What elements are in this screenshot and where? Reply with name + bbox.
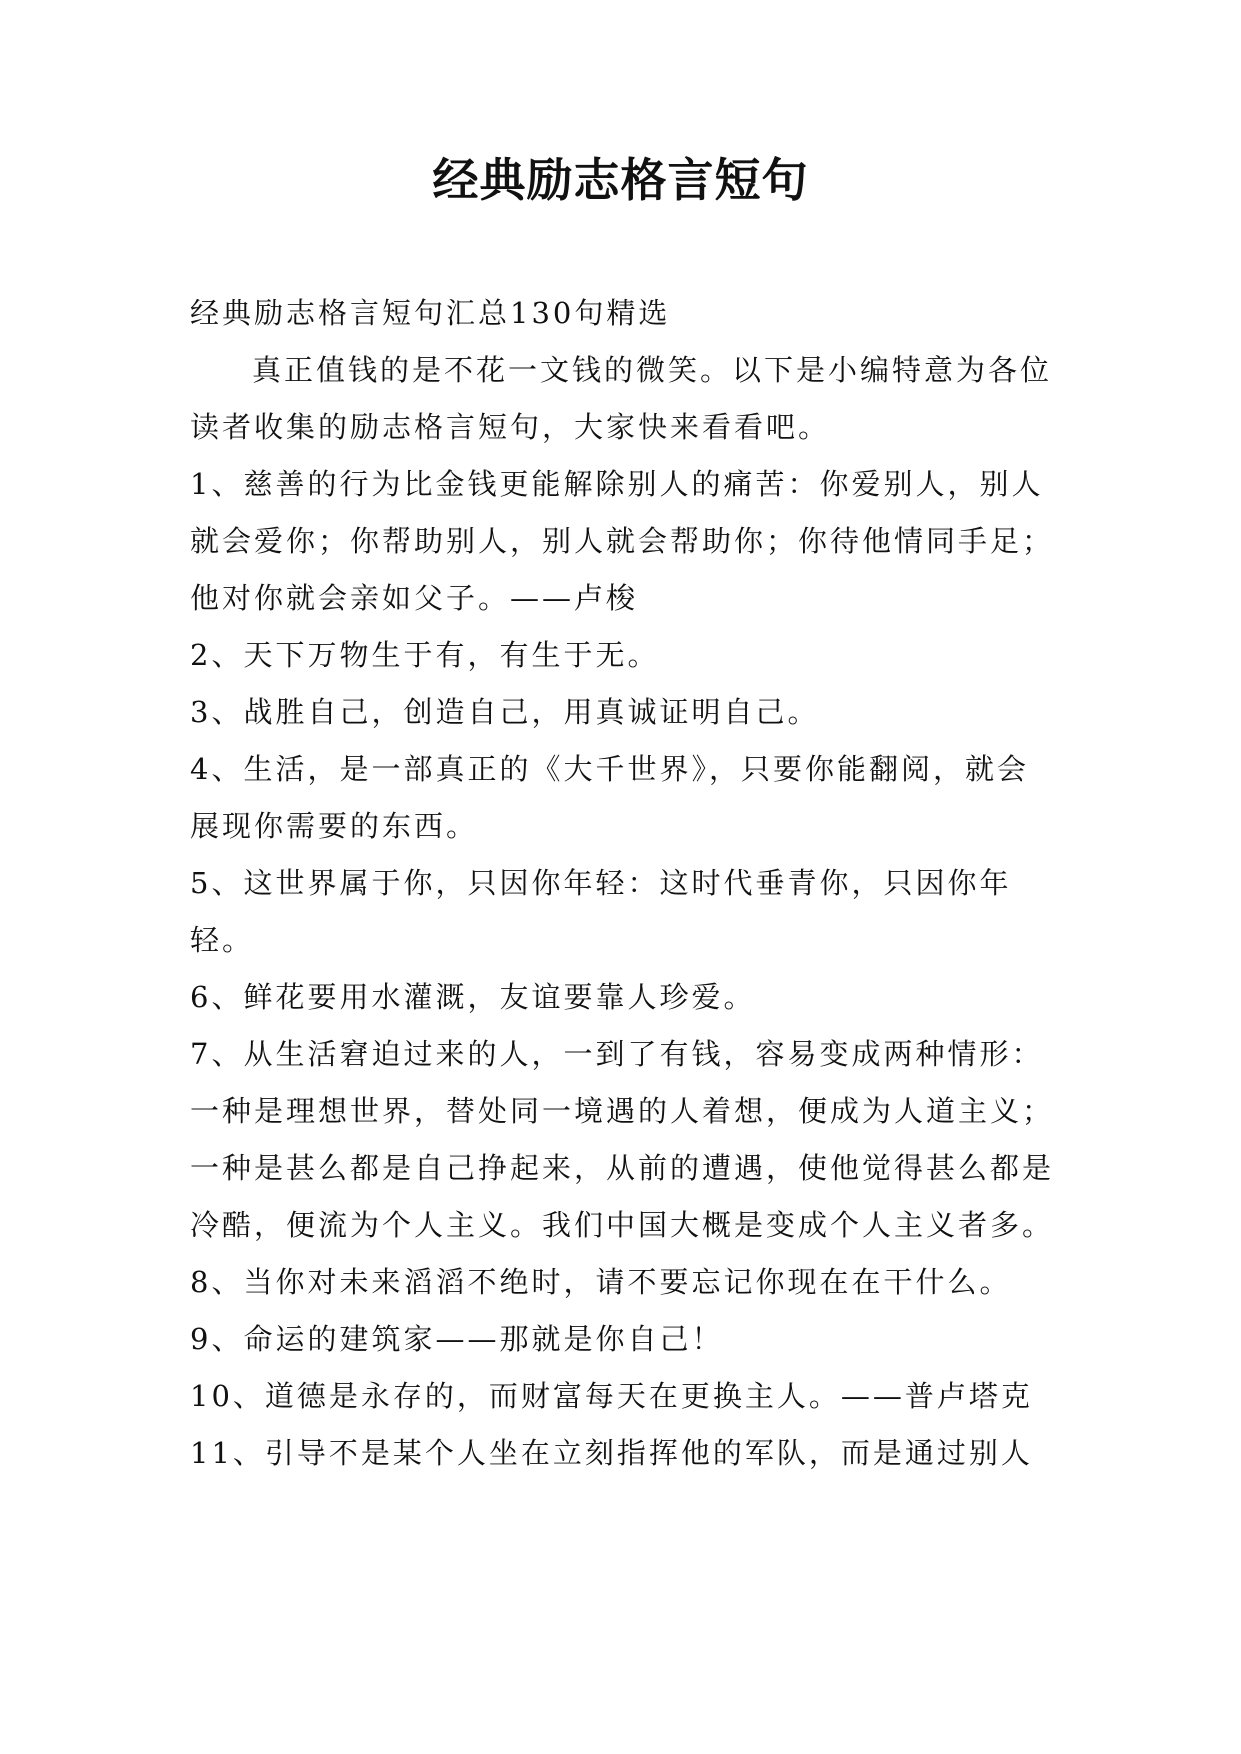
quote-item: 1、慈善的行为比金钱更能解除别人的痛苦：你爱别人，别人就会爱你；你帮助别人，别人就会帮助你；你待他情同手足；他对你就会亲如父子。——卢梭 <box>190 467 1055 615</box>
quote-item: 3、战胜自己，创造自己，用真诚证明自己。 <box>190 695 820 729</box>
document-body <box>190 285 1060 1482</box>
quote-item: 2、天下万物生于有，有生于无。 <box>190 638 660 672</box>
quote-item: 5、这世界属于你，只因你年轻：这时代垂青你，只因你年轻。 <box>190 866 1012 957</box>
quote-item: 4、生活，是一部真正的《大千世界》，只要你能翻阅，就会展现你需要的东西。 <box>190 752 1029 843</box>
document-title: 经典励志格言短句 <box>432 153 809 207</box>
document-subtitle: 经典励志格言短句汇总130句精选 <box>190 296 671 330</box>
quote-list <box>190 456 1060 1482</box>
quote-item: 6、鲜花要用水灌溉，友谊要靠人珍爱。 <box>190 980 756 1014</box>
quote-item: 10、道德是永存的，而财富每天在更换主人。——普卢塔克 <box>190 1379 1033 1413</box>
quote-item: 9、命运的建筑家——那就是你自己！ <box>190 1322 724 1356</box>
quote-item: 11、引导不是某个人坐在立刻指挥他的军队，而是通过别人 <box>190 1436 1033 1470</box>
intro-paragraph: 真正值钱的是不花一文钱的微笑。以下是小编特意为各位读者收集的励志格言短句，大家快来看看吧。 <box>190 353 1053 444</box>
quote-item: 8、当你对未来滔滔不绝时，请不要忘记你现在在干什么。 <box>190 1265 1012 1299</box>
quote-item: 7、从生活窘迫过来的人，一到了有钱，容易变成两种情形：一种是理想世界，替处同一境遇的人着想，便成为人道主义；一种是甚么都是自己挣起来，从前的遭遇，使他觉得甚么都是冷酷，便流为个人主义。我们中国大概是变成个人主义者多。 <box>190 1037 1055 1242</box>
